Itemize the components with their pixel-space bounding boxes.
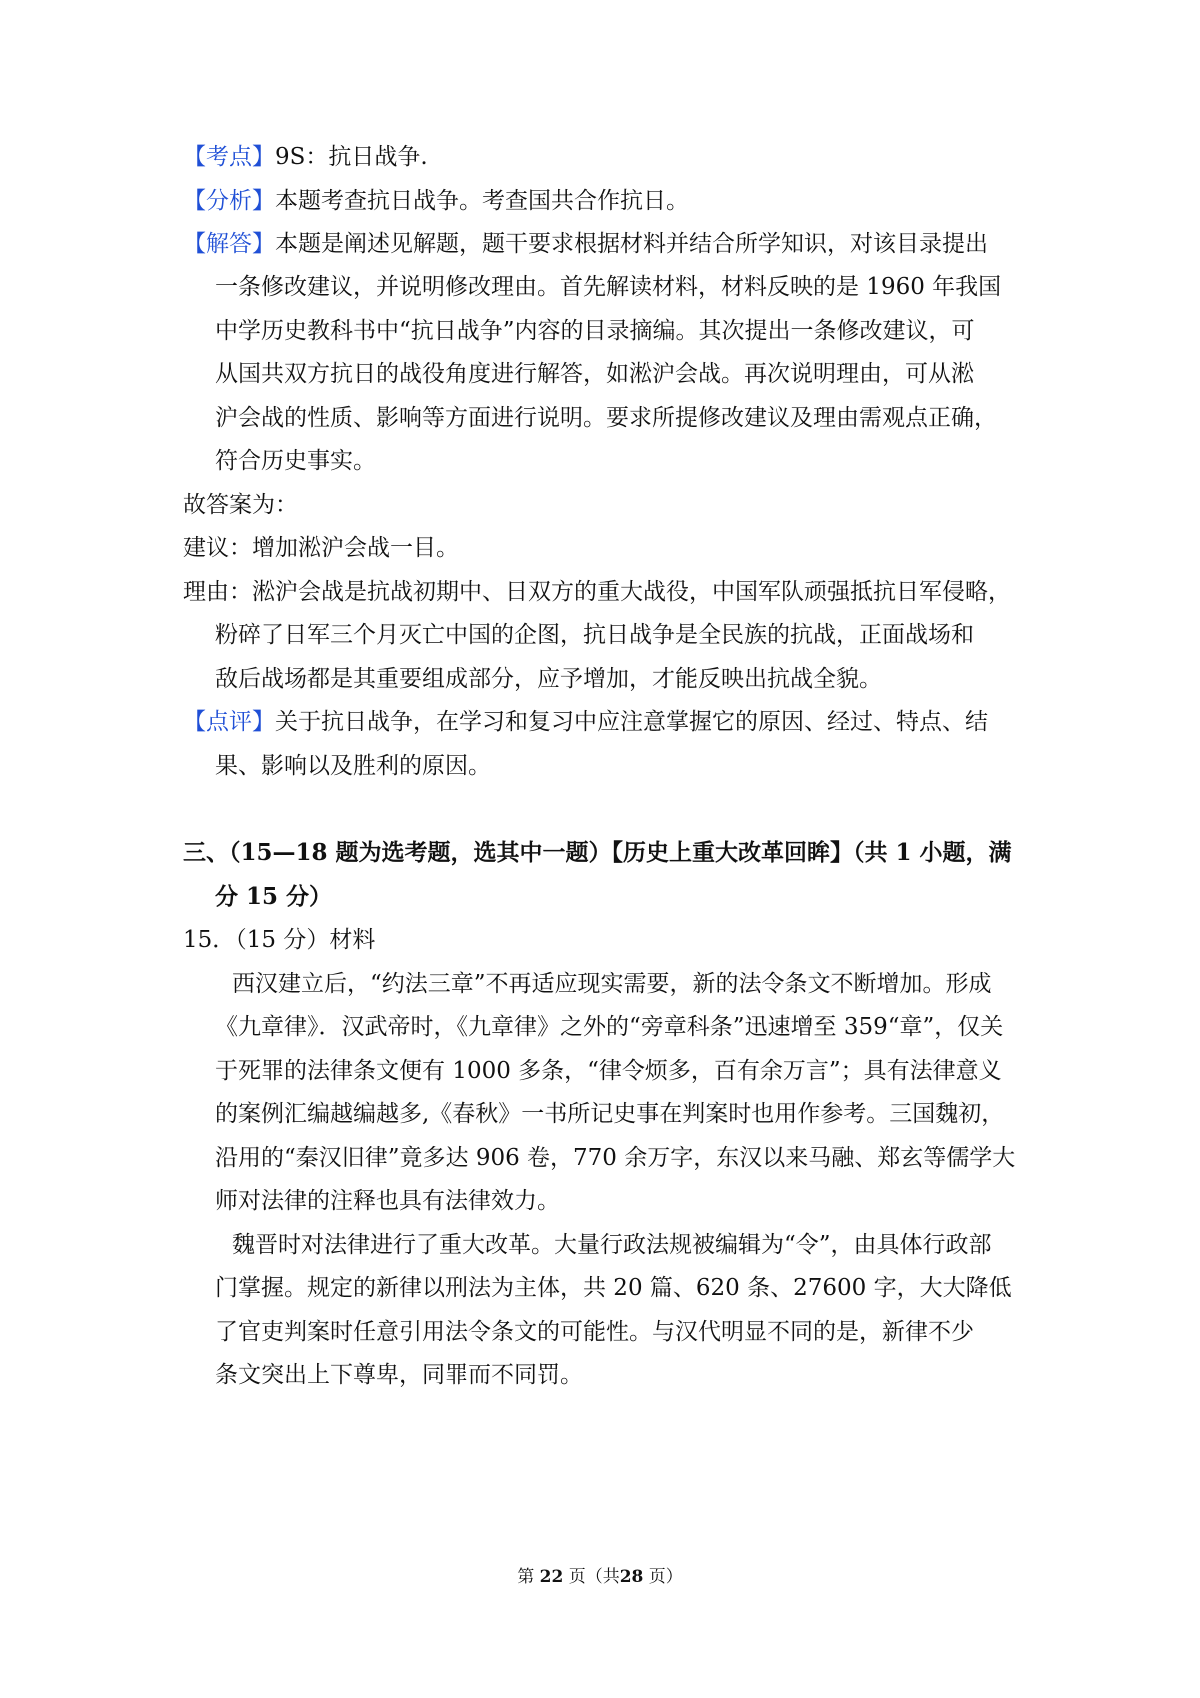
comment-text: 关于抗日战争，在学习和复习中应注意掌握它的原因、经过、特点、结 — [275, 709, 988, 735]
answer-text-line: 沪会战的性质、影响等方面进行说明。要求所提修改建议及理由需观点正确， — [215, 405, 997, 431]
answer-text-line: 符合历史事实。 — [215, 448, 376, 474]
footer-suffix: 页） — [648, 1567, 683, 1587]
answer-heading: 故答案为： — [183, 492, 298, 518]
footer-middle: 页（共 — [568, 1567, 620, 1587]
material-line: 条文突出上下尊卑，同罪而不同罚。 — [215, 1362, 583, 1388]
material-line: 魏晋时对法律进行了重大改革。大量行政法规被编辑为“令”，由具体行政部 — [232, 1232, 992, 1258]
reason-text-line: 敌后战场都是其重要组成部分，应予增加，才能反映出抗战全貌。 — [215, 666, 882, 692]
material-line: 了官吏判案时任意引用法令条文的可能性。与汉代明显不同的是，新律不少 — [215, 1319, 974, 1345]
answer-line — [183, 229, 988, 259]
reason-text-line: 粉碎了日军三个月灭亡中国的企图，抗日战争是全民族的抗战，正面战场和 — [215, 622, 974, 648]
comment-tag: 【点评】 — [183, 709, 275, 735]
footer-total-pages: 28 — [619, 1567, 644, 1587]
answer-text-line: 从国共双方抗日的战役角度进行解答，如淞沪会战。再次说明理由，可从淞 — [215, 361, 974, 387]
answer-text-line: 一条修改建议，并说明修改理由。首先解读材料，材料反映的是 1960 年我国 — [215, 274, 1002, 300]
suggestion-line: 建议：增加淞沪会战一目。 — [183, 535, 459, 561]
analysis-line — [183, 186, 689, 216]
exam-point-tag: 【考点】 — [183, 144, 275, 170]
material-line: 于死罪的法律条文便有 1000 多条，“律令烦多，百有余万言”；具有法律意义 — [215, 1058, 1002, 1084]
footer-page-number: 22 — [539, 1567, 564, 1587]
material-line: 的案例汇编越编越多,《春秋》一书所记史事在判案时也用作参考。三国魏初， — [215, 1101, 1005, 1127]
analysis-text: 本题考查抗日战争。考查国共合作抗日。 — [275, 188, 689, 214]
exam-point-text: 9S：抗日战争. — [275, 144, 428, 170]
material-line: 《九章律》．汉武帝时，《九章律》之外的“旁章科条”迅速增至 359“章”，仅关 — [215, 1014, 1004, 1040]
reason-line: 理由：淞沪会战是抗战初期中、日双方的重大战役，中国军队顽强抵抗日军侵略， — [183, 579, 1011, 605]
answer-text: 本题是阐述见解题，题干要求根据材料并结合所学知识，对该目录提出 — [275, 231, 988, 257]
material-line: 西汉建立后，“约法三章”不再适应现实需要，新的法令条文不断增加。形成 — [232, 971, 992, 997]
material-line: 门掌握。规定的新律以刑法为主体，共 20 篇、620 条、27600 字，大大降低 — [215, 1275, 1012, 1301]
comment-text-line: 果、影响以及胜利的原因。 — [215, 753, 491, 779]
material-line: 师对法律的注释也具有法律效力。 — [215, 1188, 560, 1214]
material-line: 沿用的“秦汉旧律”竟多达 906 卷，770 余万字，东汉以来马融、郑玄等儒学大 — [215, 1145, 1016, 1171]
footer-prefix: 第 — [517, 1567, 535, 1587]
section-heading: 三、（15—18 题为选考题，选其中一题）【历史上重大改革回眸】（共 1 小题，满 — [183, 839, 1012, 866]
question-number: 15．（15 分）材料 — [183, 927, 376, 953]
answer-text-line: 中学历史教科书中“抗日战争”内容的目录摘编。其次提出一条修改建议，可 — [215, 318, 975, 344]
answer-tag: 【解答】 — [183, 231, 275, 257]
comment-line — [183, 707, 988, 737]
section-heading-cont: 分 15 分） — [215, 883, 333, 910]
exam-point-line — [183, 142, 428, 172]
page-footer — [0, 1565, 1200, 1589]
analysis-tag: 【分析】 — [183, 188, 275, 214]
